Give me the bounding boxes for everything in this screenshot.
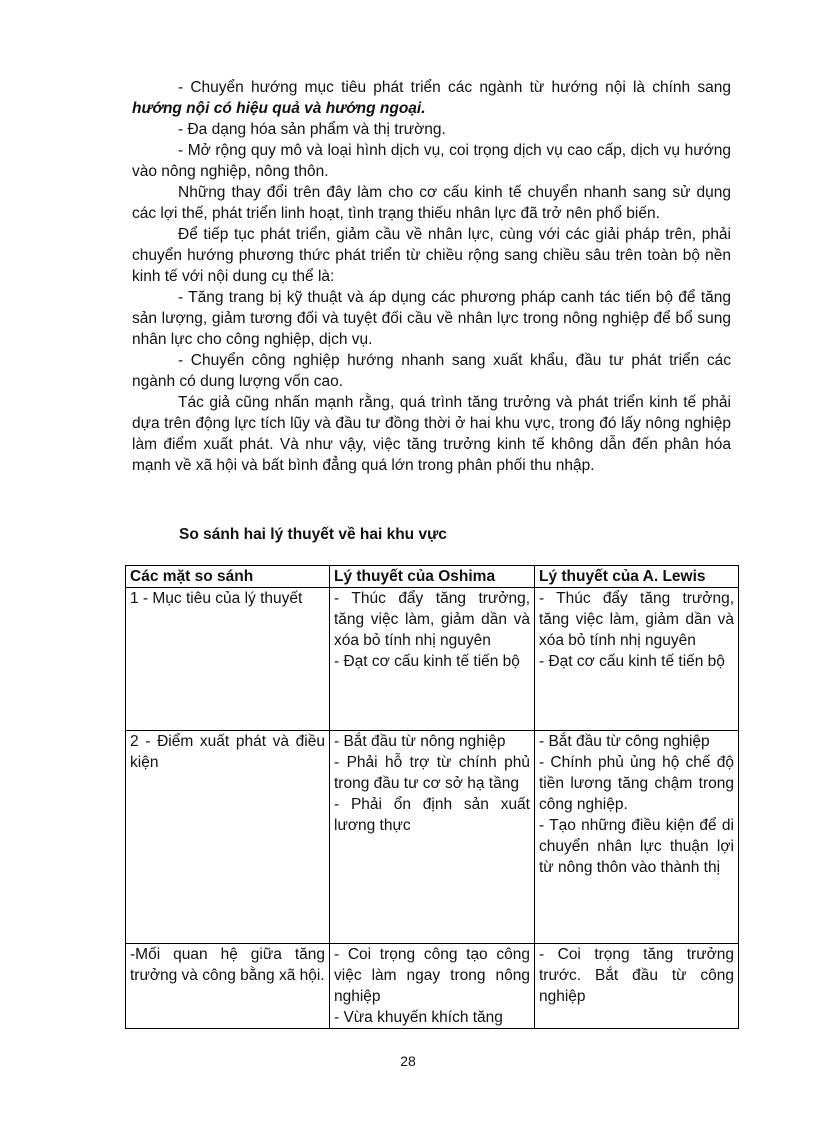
cell-lewis bbox=[535, 588, 739, 731]
paragraph-1 bbox=[132, 77, 731, 119]
paragraph-5: Để tiếp tục phát triển, giảm cầu về nhân lực, cùng với các giải pháp trên, phải chuyển hướng phương thức phát triển từ chiều rộng sang chiều sâu trên toàn bộ nền kinh tế với nội dung cụ thể là: bbox=[132, 226, 731, 285]
cell-oshima bbox=[330, 588, 535, 731]
cell-oshima bbox=[330, 944, 535, 1029]
header-lewis: Lý thuyết của A. Lewis bbox=[535, 566, 739, 588]
cell-line: - Phải hỗ trợ từ chính phủ trong đầu tư cơ sở hạ tầng bbox=[334, 754, 530, 792]
header-oshima: Lý thuyết của Oshima bbox=[330, 566, 535, 588]
header-aspect: Các mặt so sánh bbox=[126, 566, 330, 588]
paragraph-6: - Tăng trang bị kỹ thuật và áp dụng các phương pháp canh tác tiến bộ để tăng sản lượng, giảm tương đối và tuyệt đối cầu về nhân lực trong nông nghiệp để bổ sung nhân lực cho công nghiệp, dịch vụ. bbox=[132, 289, 731, 348]
paragraph-2: - Đa dạng hóa sản phẩm và thị trường. bbox=[178, 121, 446, 138]
cell-oshima bbox=[330, 731, 535, 944]
paragraph-8: Tác giả cũng nhấn mạnh rằng, quá trình tăng trưởng và phát triển kinh tế phải dựa trên động lực tích lũy và đầu tư đồng thời ở hai khu vực, trong đó lấy nông nghiệp làm điểm xuất phát. Và như vậy, việc tăng trưởng kinh tế không dẫn đến phân hóa mạnh về xã hội và bất bình đẳng quá lớn trong phân phối thu nhập. bbox=[132, 394, 731, 474]
cell-line: - Đạt cơ cấu kinh tế tiến bộ bbox=[539, 653, 725, 670]
cell-line: - Coi trọng công tạo công việc làm ngay trong nông nghiệp bbox=[334, 946, 530, 1005]
cell-line: - Chính phủ ủng hộ chế độ tiền lương tăng chậm trong công nghiệp. bbox=[539, 754, 734, 813]
table-heading: So sánh hai lý thuyết về hai khu vực bbox=[179, 526, 447, 543]
cell-line: - Phải ổn định sản xuất lương thực bbox=[334, 796, 530, 834]
table-header-row bbox=[126, 566, 739, 588]
cell-line: - Vừa khuyến khích tăng bbox=[334, 1009, 503, 1026]
table-row bbox=[126, 944, 739, 1029]
paragraph-3: - Mở rộng quy mô và loại hình dịch vụ, coi trọng dịch vụ cao cấp, dịch vụ hướng vào nông nghiệp, nông thôn. bbox=[132, 142, 731, 180]
page-number: 28 bbox=[400, 1053, 416, 1069]
paragraph-1-emphasis: hướng nội có hiệu quả và hướng ngoại. bbox=[132, 100, 426, 117]
cell-line: - Thúc đẩy tăng trưởng, tăng việc làm, giảm dần và xóa bỏ tính nhị nguyên bbox=[539, 590, 734, 649]
table-row bbox=[126, 588, 739, 731]
body-text bbox=[132, 77, 731, 476]
cell-aspect: 1 - Mục tiêu của lý thuyết bbox=[126, 588, 330, 731]
cell-line: - Bắt đầu từ nông nghiệp bbox=[334, 733, 506, 750]
cell-lewis bbox=[535, 731, 739, 944]
comparison-table bbox=[125, 565, 739, 1029]
cell-line: - Coi trọng tăng trưởng trước. Bắt đầu từ công nghiệp bbox=[539, 946, 734, 1005]
cell-line: - Thúc đẩy tăng trưởng, tăng việc làm, giảm dần và xóa bỏ tính nhị nguyên bbox=[334, 590, 530, 649]
table-row bbox=[126, 731, 739, 944]
cell-lewis bbox=[535, 944, 739, 1029]
cell-aspect: -Mối quan hệ giữa tăng trưởng và công bằng xã hội. bbox=[126, 944, 330, 1029]
cell-aspect: 2 - Điểm xuất phát và điều kiện bbox=[126, 731, 330, 944]
paragraph-4: Những thay đổi trên đây làm cho cơ cấu kinh tế chuyển nhanh sang sử dụng các lợi thế, phát triển linh hoạt, tình trạng thiếu nhân lực đã trở nên phổ biến. bbox=[132, 184, 731, 222]
paragraph-1-lead: - Chuyển hướng mục tiêu phát triển các ngành từ hướng nội là chính sang bbox=[178, 79, 731, 96]
cell-line: - Tạo những điều kiện để di chuyển nhân lực thuận lợi từ nông thôn vào thành thị bbox=[539, 817, 734, 876]
cell-line: - Đạt cơ cấu kinh tế tiến bộ bbox=[334, 653, 520, 670]
cell-line: - Bắt đầu từ công nghiệp bbox=[539, 733, 710, 750]
paragraph-7: - Chuyển công nghiệp hướng nhanh sang xuất khẩu, đầu tư phát triển các ngành có dung lượng vốn cao. bbox=[132, 352, 731, 390]
